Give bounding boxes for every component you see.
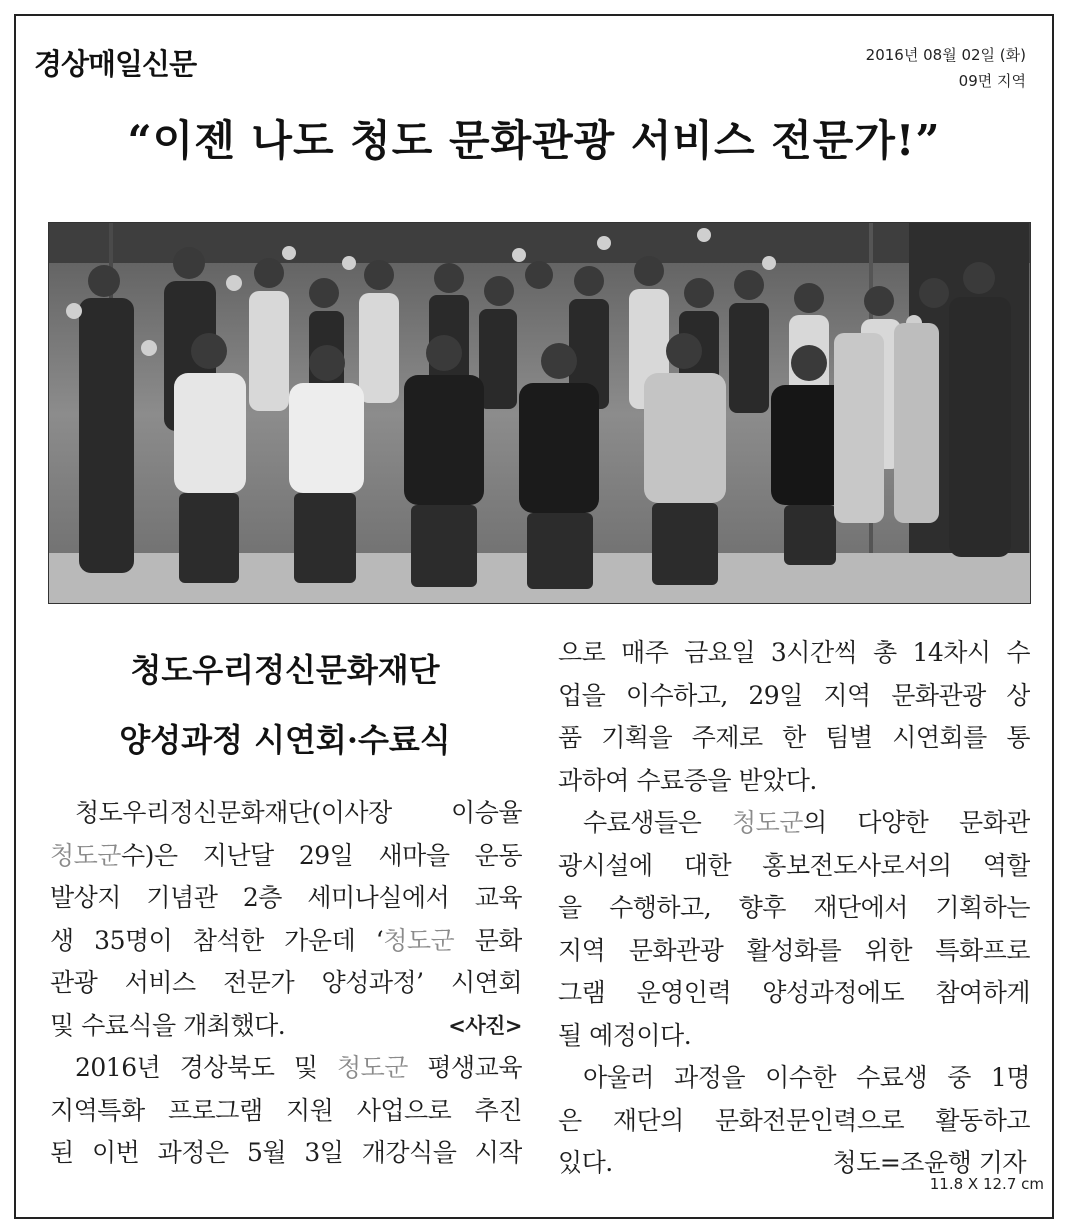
text-line: 광시설에 대한 홍보전도사로서의 역할 (558, 850, 1030, 880)
article-column-1 (50, 792, 522, 1175)
highlight-text: 청도군 (732, 808, 803, 837)
highlight-text: 청도군 (50, 840, 121, 870)
text-line: 은 재단의 문화전문인력으로 활동하고 (558, 1105, 1030, 1135)
text-line: 그램 운영인력 양성과정에도 참여하게 (558, 978, 1030, 1007)
byline: 청도=조윤행 기자 (832, 1148, 1026, 1177)
text-line (50, 920, 522, 963)
text-line: 을 수행하고, 향후 재단에서 기획하는 (558, 893, 1030, 922)
text-line: 과하여 수료증을 받았다. (558, 765, 817, 795)
text-line: 업을 이수하고, 29일 지역 문화관광 상 (558, 680, 1030, 710)
subheadline-foundation: 청도우리정신문화재단 (130, 651, 440, 689)
publish-date: 2016년 08월 02일 (화) (865, 46, 1026, 64)
headline: “이젠 나도 청도 문화관광 서비스 전문가!” (127, 116, 941, 165)
text-line: 지역 문화관광 활성화를 위한 특화프로 (558, 935, 1030, 965)
text-segment: 수료생들은 (583, 808, 732, 837)
text-line: 지역특화 프로그램 지원 사업으로 추진 (50, 1095, 522, 1125)
text-segment: 평생교육 (407, 1053, 522, 1082)
clip-size: 11.8 X 12.7 cm (929, 1175, 1044, 1193)
text-segment: 및 수료식을 개최했다. (50, 1010, 286, 1040)
newspaper-name: 경상매일신문 (34, 47, 197, 81)
text-line: 될 예정이다. (558, 1020, 692, 1050)
text-line: 품 기획을 주제로 한 팀별 시연회를 통 (558, 723, 1030, 752)
text-line: 으로 매주 금요일 3시간씩 총 14차시 수 (558, 638, 1030, 667)
text-segment: 문화 (454, 925, 522, 955)
text-line (558, 802, 1030, 845)
text-line: 발상지 기념관 2층 세미나실에서 교육 (50, 883, 522, 912)
text-segment: 의 다양한 문화관 (802, 808, 1030, 837)
page-section: 09면 지역 (958, 72, 1026, 90)
text-line (50, 1005, 522, 1048)
dateline (866, 42, 1026, 94)
text-segment: 있다. (558, 1148, 613, 1177)
text-line: 관광 서비스 전문가 양성과정’ 시연회 (50, 968, 522, 997)
text-line: 아울러 과정을 이수한 수료생 중 1명 (583, 1063, 1030, 1092)
group-photo (48, 222, 1031, 604)
text-line (50, 1047, 522, 1090)
article-column-2 (558, 632, 1030, 1185)
photo-tag: <사진> (448, 1013, 522, 1038)
text-line: 청도우리정신문화재단(이사장 이승율 (75, 798, 522, 827)
text-line (50, 835, 522, 878)
text-segment: 2016년 경상북도 및 (75, 1053, 337, 1082)
text-segment: 생 35명이 참석한 가운데 ‘ (50, 925, 384, 955)
highlight-text: 청도군 (336, 1053, 408, 1082)
subheadline-ceremony: 양성과정 시연회·수료식 (119, 721, 451, 759)
highlight-text: 청도군 (383, 925, 455, 955)
text-line: 된 이번 과정은 5월 3일 개강식을 시작 (50, 1138, 522, 1167)
text-segment: 수)은 지난달 29일 새마을 운동 (120, 840, 522, 870)
